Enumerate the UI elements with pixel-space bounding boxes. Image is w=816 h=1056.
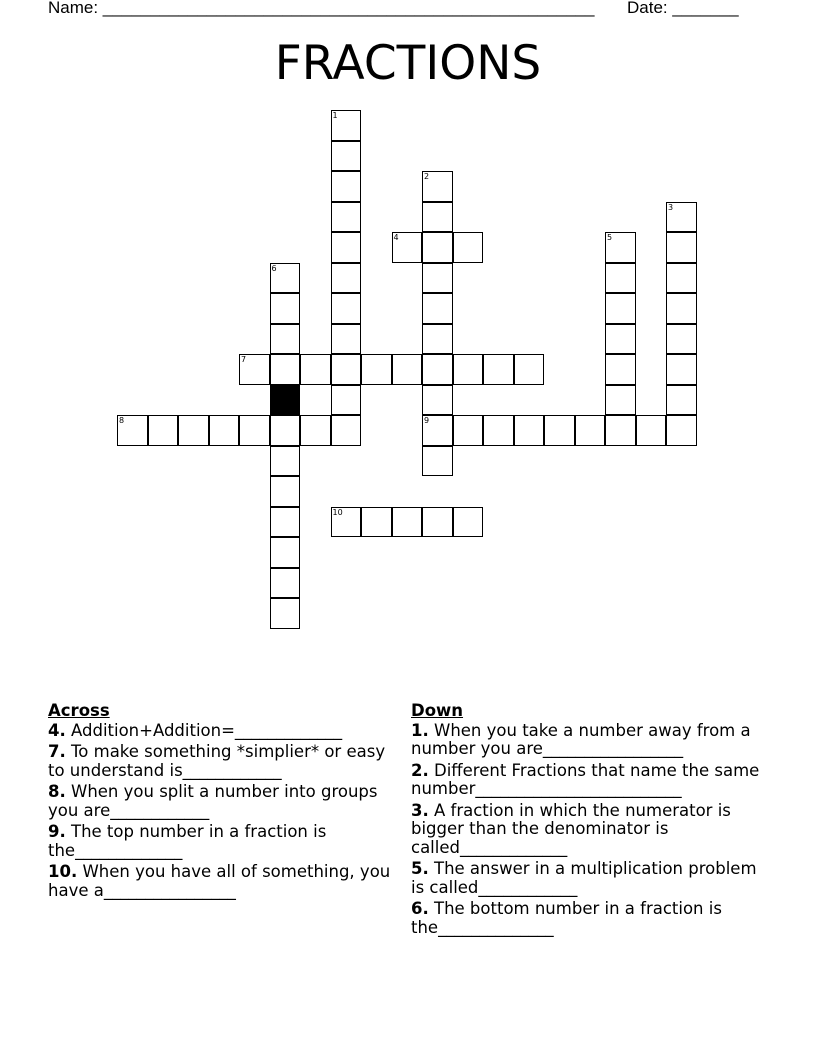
grid-cell[interactable] bbox=[270, 324, 301, 355]
grid-cell[interactable] bbox=[514, 415, 545, 446]
grid-cell[interactable] bbox=[422, 263, 453, 294]
grid-cell[interactable] bbox=[361, 507, 392, 538]
grid-cell[interactable] bbox=[422, 202, 453, 233]
grid-cell[interactable] bbox=[605, 324, 636, 355]
clue-text: To make something *simplier* or easy to understand is____________ bbox=[48, 742, 386, 780]
down-clues bbox=[411, 702, 771, 940]
grid-cell[interactable] bbox=[666, 385, 697, 416]
cell-number: 10 bbox=[332, 507, 343, 517]
grid-cell[interactable] bbox=[331, 324, 362, 355]
cell-number: 4 bbox=[393, 233, 399, 242]
grid-cell[interactable] bbox=[331, 110, 362, 141]
cell-number: 6 bbox=[271, 263, 277, 273]
grid-cell[interactable] bbox=[605, 232, 636, 263]
grid-cell[interactable] bbox=[117, 415, 148, 446]
cell-number: 2 bbox=[424, 172, 430, 181]
down-clue bbox=[411, 722, 771, 759]
grid-cell[interactable] bbox=[331, 171, 362, 202]
grid-cell[interactable] bbox=[270, 446, 301, 477]
clue-number: 7. bbox=[48, 742, 66, 761]
grid-cell[interactable] bbox=[666, 263, 697, 294]
grid-cell[interactable] bbox=[239, 354, 270, 385]
clue-number: 8. bbox=[48, 782, 66, 801]
clue-text: The bottom number in a fraction is the______________ bbox=[411, 899, 722, 937]
grid-cell[interactable] bbox=[605, 385, 636, 416]
grid-cell[interactable] bbox=[331, 263, 362, 294]
grid-cell[interactable] bbox=[331, 232, 362, 263]
grid-cell[interactable] bbox=[270, 415, 301, 446]
grid-cell[interactable] bbox=[331, 202, 362, 233]
grid-cell[interactable] bbox=[300, 415, 331, 446]
grid-cell[interactable] bbox=[636, 415, 667, 446]
clue-text: When you have all of something, you have a________________ bbox=[48, 862, 391, 900]
grid-cell[interactable] bbox=[209, 415, 240, 446]
across-heading: Across bbox=[48, 701, 110, 720]
down-clue bbox=[411, 860, 771, 897]
grid-cell[interactable] bbox=[544, 415, 575, 446]
across-clue bbox=[48, 743, 398, 780]
grid-cell[interactable] bbox=[422, 324, 453, 355]
grid-cell[interactable] bbox=[300, 354, 331, 385]
grid-cell[interactable] bbox=[270, 354, 301, 385]
clue-number: 5. bbox=[411, 859, 429, 878]
cell-number: 5 bbox=[607, 233, 613, 242]
grid-cell[interactable] bbox=[422, 293, 453, 324]
grid-cell[interactable] bbox=[270, 537, 301, 568]
grid-cell[interactable] bbox=[514, 354, 545, 385]
grid-cell[interactable] bbox=[331, 415, 362, 446]
cell-number: 7 bbox=[241, 355, 247, 364]
clue-number: 9. bbox=[48, 822, 66, 841]
grid-cell[interactable] bbox=[605, 354, 636, 385]
grid-cell[interactable] bbox=[605, 263, 636, 294]
down-clue bbox=[411, 900, 771, 937]
down-clue bbox=[411, 762, 771, 799]
grid-cell[interactable] bbox=[666, 202, 697, 233]
across-clue bbox=[48, 823, 398, 860]
clue-number: 10. bbox=[48, 862, 78, 881]
clue-text: Different Fractions that name the same number_________________________ bbox=[411, 760, 760, 798]
grid-cell[interactable] bbox=[361, 354, 392, 385]
clue-text: Addition+Addition=_____________ bbox=[71, 720, 343, 740]
clue-text: When you split a number into groups you are____________ bbox=[48, 782, 378, 820]
grid-cell[interactable] bbox=[666, 324, 697, 355]
grid-cell[interactable] bbox=[331, 507, 362, 538]
clue-text: A fraction in which the numerator is bigger than the denominator is called_____________ bbox=[411, 800, 731, 857]
grid-cell[interactable] bbox=[270, 293, 301, 324]
across-clue bbox=[48, 783, 398, 820]
grid-cell[interactable] bbox=[605, 415, 636, 446]
grid-cell[interactable] bbox=[422, 385, 453, 416]
grid-cell[interactable] bbox=[422, 507, 453, 538]
grid-cell[interactable] bbox=[239, 415, 270, 446]
grid-cell[interactable] bbox=[666, 293, 697, 324]
grid-cell[interactable] bbox=[331, 385, 362, 416]
grid-cell[interactable] bbox=[422, 354, 453, 385]
grid-cell[interactable] bbox=[483, 354, 514, 385]
grid-cell[interactable] bbox=[392, 507, 423, 538]
grid-cell[interactable] bbox=[605, 293, 636, 324]
grid-cell[interactable] bbox=[666, 232, 697, 263]
grid-cell[interactable] bbox=[453, 232, 484, 263]
grid-cell[interactable] bbox=[453, 415, 484, 446]
clue-number: 4. bbox=[48, 720, 66, 740]
grid-cell[interactable] bbox=[270, 476, 301, 507]
clue-text: The top number in a fraction is the_____________ bbox=[48, 822, 327, 860]
cell-number: 1 bbox=[332, 111, 338, 120]
grid-cell[interactable] bbox=[331, 293, 362, 324]
grid-block bbox=[270, 385, 301, 416]
cell-number: 3 bbox=[668, 202, 674, 212]
across-clue bbox=[48, 863, 398, 900]
grid-cell[interactable] bbox=[453, 507, 484, 538]
cell-number: 8 bbox=[119, 416, 125, 425]
grid-cell[interactable] bbox=[331, 354, 362, 385]
page-title: FRACTIONS bbox=[274, 36, 542, 91]
grid-cell[interactable] bbox=[666, 354, 697, 385]
grid-cell[interactable] bbox=[148, 415, 179, 446]
grid-cell[interactable] bbox=[422, 232, 453, 263]
down-heading: Down bbox=[411, 701, 464, 720]
clue-number: 6. bbox=[411, 899, 429, 918]
clue-text: The answer in a multiplication problem is called____________ bbox=[411, 859, 757, 897]
grid-cell[interactable] bbox=[178, 415, 209, 446]
across-clue bbox=[48, 722, 398, 741]
across-clues bbox=[48, 702, 398, 903]
cell-number: 9 bbox=[424, 416, 430, 425]
clue-number: 2. bbox=[411, 760, 429, 780]
grid-cell[interactable] bbox=[392, 232, 423, 263]
grid-cell[interactable] bbox=[422, 171, 453, 202]
grid-cell[interactable] bbox=[331, 141, 362, 172]
clue-number: 3. bbox=[411, 800, 429, 820]
grid-cell[interactable] bbox=[270, 507, 301, 538]
grid-cell[interactable] bbox=[575, 415, 606, 446]
grid-cell[interactable] bbox=[270, 598, 301, 629]
grid-cell[interactable] bbox=[392, 354, 423, 385]
grid-cell[interactable] bbox=[422, 415, 453, 446]
grid-cell[interactable] bbox=[483, 415, 514, 446]
down-clue bbox=[411, 802, 771, 858]
grid-cell[interactable] bbox=[270, 263, 301, 294]
name-field: Name: ____________________________________________________ bbox=[48, 0, 595, 17]
clue-number: 1. bbox=[411, 720, 429, 740]
grid-cell[interactable] bbox=[270, 568, 301, 599]
clue-text: When you take a number away from a number you are_________________ bbox=[411, 720, 751, 758]
grid-cell[interactable] bbox=[453, 354, 484, 385]
grid-cell[interactable] bbox=[422, 446, 453, 477]
date-field: Date: _______ bbox=[627, 0, 739, 17]
grid-cell[interactable] bbox=[666, 415, 697, 446]
